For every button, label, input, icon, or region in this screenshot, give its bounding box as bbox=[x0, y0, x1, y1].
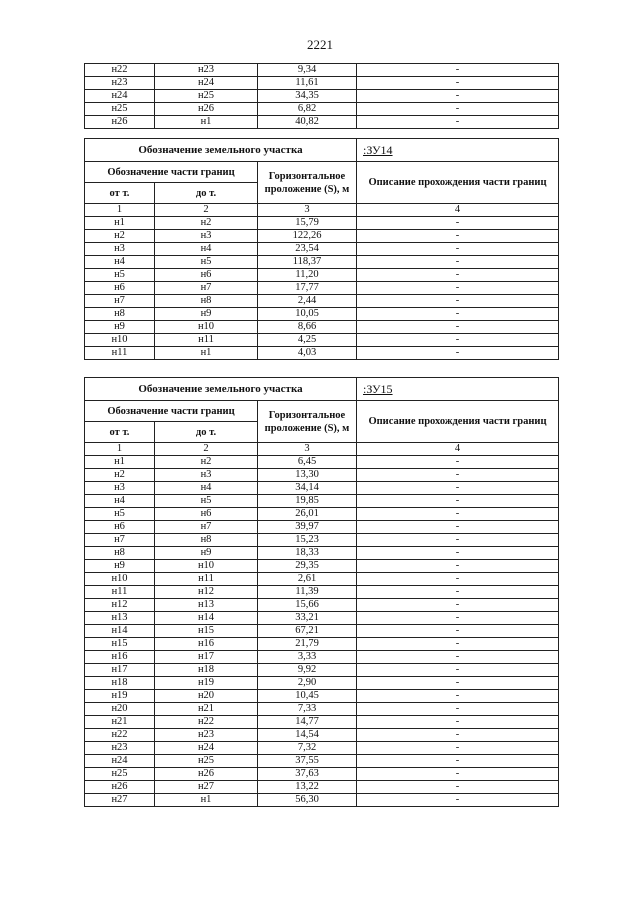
horizontal-distance: 2,61 bbox=[258, 573, 357, 586]
table-row bbox=[85, 547, 559, 560]
from-point: н10 bbox=[85, 573, 155, 586]
table-row bbox=[85, 64, 559, 77]
table-row bbox=[85, 116, 559, 129]
from-point: н7 bbox=[85, 295, 155, 308]
to-point: н16 bbox=[155, 638, 258, 651]
to-point: н2 bbox=[155, 217, 258, 230]
from-point: н2 bbox=[85, 469, 155, 482]
to-point: н11 bbox=[155, 334, 258, 347]
description: - bbox=[357, 103, 559, 116]
description: - bbox=[357, 334, 559, 347]
description: - bbox=[357, 482, 559, 495]
description: - bbox=[357, 781, 559, 794]
horizontal-distance: 7,32 bbox=[258, 742, 357, 755]
from-point: н26 bbox=[85, 781, 155, 794]
horizontal-distance: 13,30 bbox=[258, 469, 357, 482]
horizontal-distance: 67,21 bbox=[258, 625, 357, 638]
table-row bbox=[85, 482, 559, 495]
parcel-rows bbox=[85, 456, 559, 807]
table-row bbox=[85, 664, 559, 677]
to-point: н24 bbox=[155, 77, 258, 90]
horizontal-distance: 56,30 bbox=[258, 794, 357, 807]
column-number: 2 bbox=[155, 443, 258, 456]
horizontal-distance: 34,35 bbox=[258, 90, 357, 103]
from-point: н2 bbox=[85, 230, 155, 243]
from-point: н4 bbox=[85, 495, 155, 508]
description: - bbox=[357, 243, 559, 256]
table-row bbox=[85, 703, 559, 716]
to-point: н26 bbox=[155, 103, 258, 116]
horizontal-distance: 39,97 bbox=[258, 521, 357, 534]
to-point: н5 bbox=[155, 256, 258, 269]
horizontal-distance: 18,33 bbox=[258, 547, 357, 560]
horizontal-distance: 11,39 bbox=[258, 586, 357, 599]
from-point: н4 bbox=[85, 256, 155, 269]
from-point: н7 bbox=[85, 534, 155, 547]
to-point: н7 bbox=[155, 521, 258, 534]
table-row bbox=[85, 794, 559, 807]
from-point: н26 bbox=[85, 116, 155, 129]
description: - bbox=[357, 690, 559, 703]
description: - bbox=[357, 230, 559, 243]
horizontal-distance: 11,20 bbox=[258, 269, 357, 282]
horizontal-distance: 19,85 bbox=[258, 495, 357, 508]
description: - bbox=[357, 547, 559, 560]
column-number: 1 bbox=[85, 443, 155, 456]
horizontal-distance: 23,54 bbox=[258, 243, 357, 256]
to-point: н1 bbox=[155, 116, 258, 129]
column-header-row bbox=[85, 162, 559, 183]
description-header: Описание прохождения части границ bbox=[357, 401, 559, 443]
from-point: н8 bbox=[85, 308, 155, 321]
from-point: н19 bbox=[85, 690, 155, 703]
description: - bbox=[357, 638, 559, 651]
table-row bbox=[85, 256, 559, 269]
description: - bbox=[357, 77, 559, 90]
horizontal-distance: 9,34 bbox=[258, 64, 357, 77]
from-point: н23 bbox=[85, 742, 155, 755]
description: - bbox=[357, 794, 559, 807]
to-point: н6 bbox=[155, 269, 258, 282]
continuation-table bbox=[84, 63, 559, 129]
parcel-designation-label: Обозначение земельного участка bbox=[85, 139, 357, 162]
table-row bbox=[85, 508, 559, 521]
to-point: н3 bbox=[155, 230, 258, 243]
table-row bbox=[85, 586, 559, 599]
horizontal-distance: 37,63 bbox=[258, 768, 357, 781]
from-point: н5 bbox=[85, 269, 155, 282]
horizontal-distance: 15,66 bbox=[258, 599, 357, 612]
horizontal-distance: 2,90 bbox=[258, 677, 357, 690]
to-point: н7 bbox=[155, 282, 258, 295]
horizontal-distance: 118,37 bbox=[258, 256, 357, 269]
to-point: н27 bbox=[155, 781, 258, 794]
to-point: н18 bbox=[155, 664, 258, 677]
horizontal-distance: 37,55 bbox=[258, 755, 357, 768]
from-header: от т. bbox=[85, 422, 155, 443]
to-point: н23 bbox=[155, 729, 258, 742]
from-point: н11 bbox=[85, 347, 155, 360]
table-row bbox=[85, 217, 559, 230]
continuation-rows bbox=[85, 64, 559, 129]
table-row bbox=[85, 295, 559, 308]
parcel-table-zu14 bbox=[84, 138, 559, 360]
table-row bbox=[85, 768, 559, 781]
from-point: н3 bbox=[85, 482, 155, 495]
from-point: н20 bbox=[85, 703, 155, 716]
table-row bbox=[85, 521, 559, 534]
from-point: н6 bbox=[85, 282, 155, 295]
horizontal-distance: 7,33 bbox=[258, 703, 357, 716]
column-number-row bbox=[85, 443, 559, 456]
horizontal-distance: 11,61 bbox=[258, 77, 357, 90]
to-point: н24 bbox=[155, 742, 258, 755]
parcel-designation-label: Обозначение земельного участка bbox=[85, 378, 357, 401]
column-number: 4 bbox=[357, 204, 559, 217]
description: - bbox=[357, 534, 559, 547]
horizontal-distance: 14,54 bbox=[258, 729, 357, 742]
to-point: н21 bbox=[155, 703, 258, 716]
table-row bbox=[85, 755, 559, 768]
description: - bbox=[357, 321, 559, 334]
to-point: н8 bbox=[155, 295, 258, 308]
table-row bbox=[85, 77, 559, 90]
parcel-code: :ЗУ15 bbox=[357, 378, 559, 401]
table-row bbox=[85, 651, 559, 664]
from-point: н14 bbox=[85, 625, 155, 638]
description: - bbox=[357, 456, 559, 469]
horizontal-distance: 29,35 bbox=[258, 560, 357, 573]
to-point: н1 bbox=[155, 347, 258, 360]
to-point: н10 bbox=[155, 560, 258, 573]
table-row bbox=[85, 560, 559, 573]
column-number: 3 bbox=[258, 204, 357, 217]
to-point: н25 bbox=[155, 90, 258, 103]
from-point: н10 bbox=[85, 334, 155, 347]
table-row bbox=[85, 243, 559, 256]
table-row bbox=[85, 690, 559, 703]
to-point: н22 bbox=[155, 716, 258, 729]
column-number-row bbox=[85, 204, 559, 217]
horizontal-distance: 3,33 bbox=[258, 651, 357, 664]
description: - bbox=[357, 573, 559, 586]
table-row bbox=[85, 90, 559, 103]
table-row bbox=[85, 677, 559, 690]
table-row bbox=[85, 347, 559, 360]
to-point: н26 bbox=[155, 768, 258, 781]
to-point: н14 bbox=[155, 612, 258, 625]
horizontal-distance: 21,79 bbox=[258, 638, 357, 651]
boundary-parts-header: Обозначение части границ bbox=[85, 162, 258, 183]
table-row bbox=[85, 612, 559, 625]
horizontal-distance: 10,05 bbox=[258, 308, 357, 321]
horizontal-distance: 6,82 bbox=[258, 103, 357, 116]
from-point: н22 bbox=[85, 729, 155, 742]
from-point: н1 bbox=[85, 456, 155, 469]
table-row bbox=[85, 573, 559, 586]
to-point: н2 bbox=[155, 456, 258, 469]
from-point: н24 bbox=[85, 755, 155, 768]
horizontal-distance: 26,01 bbox=[258, 508, 357, 521]
table-row bbox=[85, 469, 559, 482]
to-point: н4 bbox=[155, 243, 258, 256]
table-row bbox=[85, 230, 559, 243]
horizontal-distance: 40,82 bbox=[258, 116, 357, 129]
description: - bbox=[357, 560, 559, 573]
horizontal-distance: 122,26 bbox=[258, 230, 357, 243]
from-header: от т. bbox=[85, 183, 155, 204]
horizontal-distance: 4,03 bbox=[258, 347, 357, 360]
horizontal-distance: 6,45 bbox=[258, 456, 357, 469]
description: - bbox=[357, 256, 559, 269]
description-header: Описание прохождения части границ bbox=[357, 162, 559, 204]
horizontal-distance: 15,79 bbox=[258, 217, 357, 230]
horizontal-line-header: Горизонтальное проложение (S), м bbox=[258, 162, 357, 204]
description: - bbox=[357, 703, 559, 716]
table-row bbox=[85, 321, 559, 334]
description: - bbox=[357, 586, 559, 599]
description: - bbox=[357, 768, 559, 781]
from-point: н9 bbox=[85, 321, 155, 334]
column-number: 3 bbox=[258, 443, 357, 456]
description: - bbox=[357, 347, 559, 360]
description: - bbox=[357, 612, 559, 625]
column-number: 4 bbox=[357, 443, 559, 456]
horizontal-distance: 4,25 bbox=[258, 334, 357, 347]
table-row bbox=[85, 534, 559, 547]
description: - bbox=[357, 651, 559, 664]
table-row bbox=[85, 308, 559, 321]
to-point: н20 bbox=[155, 690, 258, 703]
to-point: н25 bbox=[155, 755, 258, 768]
description: - bbox=[357, 742, 559, 755]
to-header: до т. bbox=[155, 422, 258, 443]
to-header: до т. bbox=[155, 183, 258, 204]
description: - bbox=[357, 716, 559, 729]
table-row bbox=[85, 625, 559, 638]
description: - bbox=[357, 217, 559, 230]
table-row bbox=[85, 103, 559, 116]
description: - bbox=[357, 729, 559, 742]
to-point: н1 bbox=[155, 794, 258, 807]
from-point: н6 bbox=[85, 521, 155, 534]
column-number: 1 bbox=[85, 204, 155, 217]
column-header-row bbox=[85, 401, 559, 422]
table-row bbox=[85, 495, 559, 508]
horizontal-distance: 33,21 bbox=[258, 612, 357, 625]
parcel-header-row bbox=[85, 139, 559, 162]
parcel-rows bbox=[85, 217, 559, 360]
from-point: н11 bbox=[85, 586, 155, 599]
description: - bbox=[357, 469, 559, 482]
to-point: н8 bbox=[155, 534, 258, 547]
description: - bbox=[357, 508, 559, 521]
to-point: н17 bbox=[155, 651, 258, 664]
parcel-table-zu15 bbox=[84, 377, 559, 807]
boundary-parts-header: Обозначение части границ bbox=[85, 401, 258, 422]
description: - bbox=[357, 521, 559, 534]
to-point: н11 bbox=[155, 573, 258, 586]
horizontal-distance: 2,44 bbox=[258, 295, 357, 308]
description: - bbox=[357, 116, 559, 129]
from-point: н5 bbox=[85, 508, 155, 521]
from-point: н21 bbox=[85, 716, 155, 729]
table-row bbox=[85, 638, 559, 651]
to-point: н9 bbox=[155, 547, 258, 560]
description: - bbox=[357, 664, 559, 677]
parcel-header-row bbox=[85, 378, 559, 401]
description: - bbox=[357, 599, 559, 612]
from-point: н15 bbox=[85, 638, 155, 651]
from-point: н13 bbox=[85, 612, 155, 625]
to-point: н23 bbox=[155, 64, 258, 77]
horizontal-distance: 34,14 bbox=[258, 482, 357, 495]
from-point: н3 bbox=[85, 243, 155, 256]
from-point: н17 bbox=[85, 664, 155, 677]
description: - bbox=[357, 308, 559, 321]
description: - bbox=[357, 90, 559, 103]
from-point: н18 bbox=[85, 677, 155, 690]
to-point: н5 bbox=[155, 495, 258, 508]
table-row bbox=[85, 269, 559, 282]
description: - bbox=[357, 64, 559, 77]
from-point: н8 bbox=[85, 547, 155, 560]
from-point: н27 bbox=[85, 794, 155, 807]
to-point: н15 bbox=[155, 625, 258, 638]
description: - bbox=[357, 495, 559, 508]
description: - bbox=[357, 295, 559, 308]
to-point: н4 bbox=[155, 482, 258, 495]
horizontal-distance: 15,23 bbox=[258, 534, 357, 547]
horizontal-line-header: Горизонтальное проложение (S), м bbox=[258, 401, 357, 443]
to-point: н3 bbox=[155, 469, 258, 482]
from-point: н12 bbox=[85, 599, 155, 612]
to-point: н12 bbox=[155, 586, 258, 599]
horizontal-distance: 8,66 bbox=[258, 321, 357, 334]
horizontal-distance: 17,77 bbox=[258, 282, 357, 295]
description: - bbox=[357, 677, 559, 690]
from-point: н22 bbox=[85, 64, 155, 77]
to-point: н19 bbox=[155, 677, 258, 690]
description: - bbox=[357, 269, 559, 282]
table-row bbox=[85, 282, 559, 295]
to-point: н6 bbox=[155, 508, 258, 521]
from-point: н9 bbox=[85, 560, 155, 573]
table-row bbox=[85, 334, 559, 347]
parcel-code: :ЗУ14 bbox=[357, 139, 559, 162]
description: - bbox=[357, 282, 559, 295]
horizontal-distance: 14,77 bbox=[258, 716, 357, 729]
table-row bbox=[85, 781, 559, 794]
to-point: н9 bbox=[155, 308, 258, 321]
from-point: н25 bbox=[85, 103, 155, 116]
description: - bbox=[357, 755, 559, 768]
from-point: н16 bbox=[85, 651, 155, 664]
horizontal-distance: 10,45 bbox=[258, 690, 357, 703]
table-row bbox=[85, 456, 559, 469]
table-row bbox=[85, 729, 559, 742]
horizontal-distance: 9,92 bbox=[258, 664, 357, 677]
description: - bbox=[357, 625, 559, 638]
from-point: н1 bbox=[85, 217, 155, 230]
from-point: н23 bbox=[85, 77, 155, 90]
table-row bbox=[85, 742, 559, 755]
column-number: 2 bbox=[155, 204, 258, 217]
table-row bbox=[85, 599, 559, 612]
page-number: 2221 bbox=[307, 37, 333, 52]
to-point: н10 bbox=[155, 321, 258, 334]
table-row bbox=[85, 716, 559, 729]
to-point: н13 bbox=[155, 599, 258, 612]
from-point: н25 bbox=[85, 768, 155, 781]
from-point: н24 bbox=[85, 90, 155, 103]
horizontal-distance: 13,22 bbox=[258, 781, 357, 794]
